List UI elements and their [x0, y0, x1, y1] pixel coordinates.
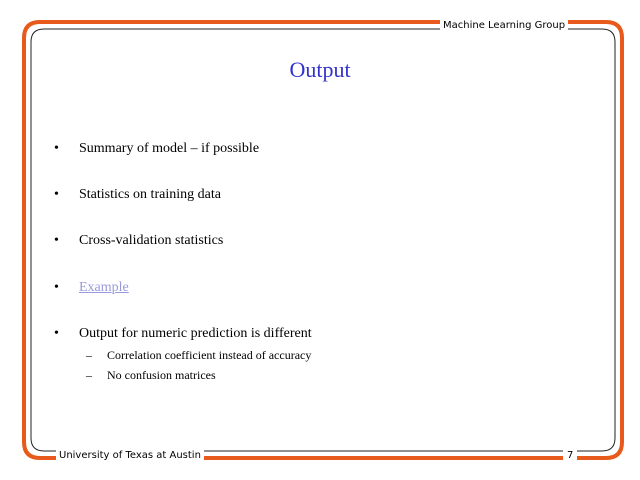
slide-title: Output — [289, 57, 351, 82]
sub-bullet-text: No confusion matrices — [107, 368, 216, 382]
bullet-item — [54, 185, 221, 205]
bullet-icon: • — [54, 280, 59, 295]
bullet-text: Summary of model – if possible — [79, 141, 260, 156]
sub-bullet-text: Correlation coefficient instead of accuracy — [107, 348, 312, 362]
bullet-text: Cross-validation statistics — [79, 233, 224, 248]
bullet-item — [54, 278, 129, 298]
bullet-item — [54, 139, 259, 159]
bullet-icon: • — [54, 141, 59, 156]
header-group-label: Machine Learning Group — [440, 19, 568, 32]
bullet-text: Statistics on training data — [79, 187, 221, 202]
sub-bullet-item — [86, 346, 311, 364]
page-number: 7 — [563, 449, 577, 462]
dash-icon: – — [86, 368, 92, 382]
bullet-icon: • — [54, 326, 59, 341]
bullet-icon: • — [54, 187, 59, 202]
bullet-icon: • — [54, 233, 59, 248]
dash-icon: – — [86, 348, 92, 362]
bullet-item — [54, 231, 223, 251]
bullet-item — [54, 324, 312, 344]
sub-bullet-item — [86, 366, 216, 384]
example-link[interactable]: Example — [79, 280, 129, 295]
footer-institution: University of Texas at Austin — [56, 449, 204, 462]
bullet-text: Output for numeric prediction is different — [79, 326, 312, 341]
